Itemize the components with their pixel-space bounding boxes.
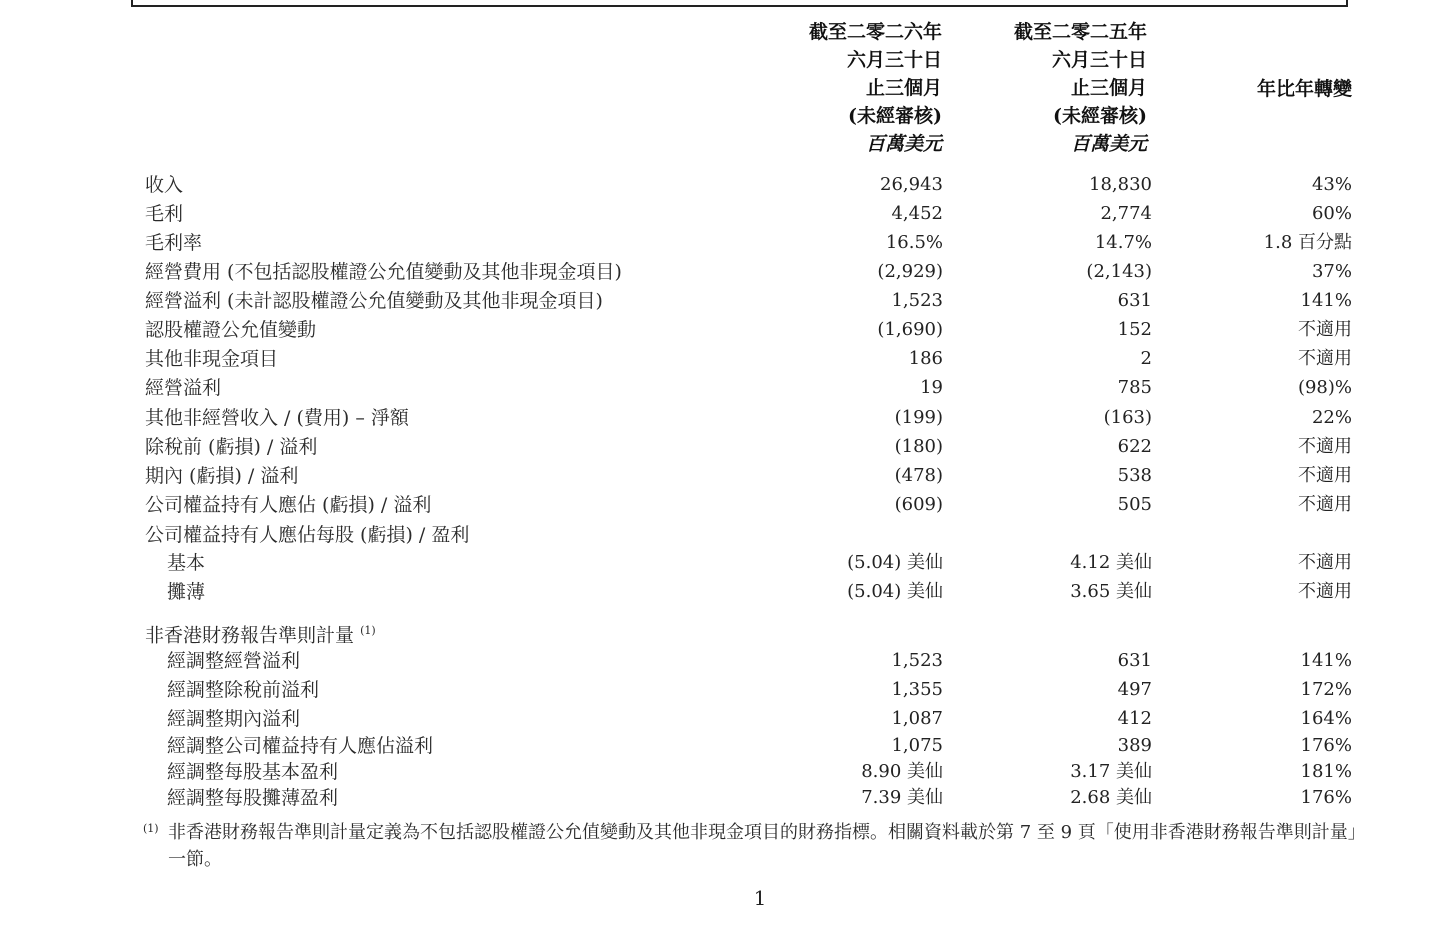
row-label: 經調整公司權益持有人應佔溢利 bbox=[167, 735, 434, 757]
value-2026: 4,452 bbox=[891, 203, 943, 224]
column-header-line: 截至二零二五年 bbox=[1013, 21, 1147, 43]
column-header-line: 六月三十日 bbox=[1051, 49, 1147, 71]
footnote-marker: (1) bbox=[143, 822, 159, 835]
row-label: 經營溢利 bbox=[145, 377, 222, 399]
table-row bbox=[0, 287, 1440, 315]
value-2026: 16.5% bbox=[885, 232, 943, 253]
value-2026: (1,690) bbox=[877, 319, 943, 340]
value-yoy: (98)% bbox=[1297, 377, 1352, 398]
value-2026: 1,355 bbox=[891, 679, 943, 700]
table-row bbox=[0, 491, 1440, 519]
footnote-ref: (1) bbox=[360, 624, 376, 637]
row-label: 毛利率 bbox=[145, 232, 203, 254]
table-row bbox=[0, 433, 1440, 461]
column-header-line: 六月三十日 bbox=[846, 49, 942, 71]
value-yoy: 176% bbox=[1300, 787, 1352, 808]
value-2025: (163) bbox=[1103, 407, 1152, 428]
value-2026: (180) bbox=[894, 436, 943, 457]
value-2025: 622 bbox=[1117, 436, 1152, 457]
table-row bbox=[0, 758, 1440, 786]
row-label: 毛利 bbox=[145, 203, 184, 225]
table-row bbox=[0, 374, 1440, 402]
row-label: 經調整每股攤薄盈利 bbox=[167, 787, 339, 809]
table-row bbox=[0, 345, 1440, 373]
value-yoy: 181% bbox=[1300, 761, 1352, 782]
value-2026: (478) bbox=[894, 465, 943, 486]
row-label: 攤薄 bbox=[167, 581, 206, 603]
table-row bbox=[0, 521, 1440, 549]
value-2025: 785 bbox=[1117, 377, 1152, 398]
value-2026: 1,523 bbox=[891, 290, 943, 311]
column-header-line: 止三個月 bbox=[1070, 77, 1147, 99]
column-header-unit: 百萬美元 bbox=[865, 133, 942, 155]
value-2025: 18,830 bbox=[1089, 174, 1152, 195]
table-row bbox=[0, 316, 1440, 344]
footnote bbox=[143, 819, 1358, 873]
row-label: 經調整經營溢利 bbox=[167, 650, 301, 672]
column-header-2025 bbox=[925, 18, 1147, 158]
value-2025: 2 bbox=[1140, 348, 1152, 369]
row-label: 經調整每股基本盈利 bbox=[167, 761, 339, 783]
value-2025: 152 bbox=[1117, 319, 1152, 340]
value-yoy: 不適用 bbox=[1298, 494, 1352, 515]
value-yoy: 不適用 bbox=[1298, 436, 1352, 457]
value-2025: 538 bbox=[1117, 465, 1152, 486]
value-2025: 505 bbox=[1117, 494, 1152, 515]
value-2026: 26,943 bbox=[880, 174, 943, 195]
value-2025: 14.7% bbox=[1094, 232, 1152, 253]
value-yoy: 不適用 bbox=[1298, 348, 1352, 369]
value-2025: 497 bbox=[1117, 679, 1152, 700]
column-header-line: (未經審核) bbox=[1053, 105, 1147, 127]
row-label: 經營費用 (不包括認股權證公允值變動及其他非現金項目) bbox=[145, 261, 622, 283]
column-header-line: 止三個月 bbox=[865, 77, 942, 99]
value-2026: 19 bbox=[920, 377, 943, 398]
value-yoy: 164% bbox=[1300, 708, 1352, 729]
table-row-section-heading bbox=[0, 617, 1440, 645]
section-heading-text: 非香港財務報告準則計量 bbox=[145, 624, 355, 647]
value-2026: 8.90 美仙 bbox=[861, 761, 943, 782]
row-label: 收入 bbox=[145, 174, 184, 196]
value-2025: (2,143) bbox=[1086, 261, 1152, 282]
table-row bbox=[0, 200, 1440, 228]
table-row bbox=[0, 705, 1440, 733]
value-yoy: 60% bbox=[1311, 203, 1352, 224]
value-2025: 4.12 美仙 bbox=[1070, 552, 1152, 573]
table-row bbox=[0, 784, 1440, 812]
row-label: 基本 bbox=[167, 552, 206, 574]
row-label: 公司權益持有人應佔每股 (虧損) / 盈利 bbox=[145, 524, 470, 546]
row-label: 其他非經營收入 / (費用) – 淨額 bbox=[145, 407, 409, 429]
value-yoy: 43% bbox=[1311, 174, 1352, 195]
value-2026: 186 bbox=[908, 348, 943, 369]
value-yoy: 不適用 bbox=[1298, 552, 1352, 573]
value-2025: 389 bbox=[1117, 735, 1152, 756]
value-yoy: 37% bbox=[1311, 261, 1352, 282]
row-label: 除稅前 (虧損) / 溢利 bbox=[145, 436, 318, 458]
column-header-line: (未經審核) bbox=[848, 105, 942, 127]
row-label bbox=[145, 617, 376, 649]
value-2026: 1,087 bbox=[891, 708, 943, 729]
value-yoy: 141% bbox=[1300, 650, 1352, 671]
value-2025: 2.68 美仙 bbox=[1070, 787, 1152, 808]
row-label: 公司權益持有人應佔 (虧損) / 溢利 bbox=[145, 494, 432, 516]
column-header-line: 年比年轉變 bbox=[1256, 78, 1352, 100]
row-label: 期內 (虧損) / 溢利 bbox=[145, 465, 299, 487]
value-2026: 1,075 bbox=[891, 735, 943, 756]
value-yoy: 176% bbox=[1300, 735, 1352, 756]
table-row bbox=[0, 229, 1440, 257]
value-2026: (609) bbox=[894, 494, 943, 515]
value-2025: 2,774 bbox=[1100, 203, 1152, 224]
value-2026: 7.39 美仙 bbox=[861, 787, 943, 808]
table-row bbox=[0, 258, 1440, 286]
table-row bbox=[0, 171, 1440, 199]
row-label: 經營溢利 (未計認股權證公允值變動及其他非現金項目) bbox=[145, 290, 603, 312]
value-yoy: 141% bbox=[1300, 290, 1352, 311]
table-row bbox=[0, 549, 1440, 577]
column-header-line: 截至二零二六年 bbox=[808, 21, 942, 43]
top-border-box bbox=[131, 0, 1348, 7]
value-2026: (5.04) 美仙 bbox=[847, 581, 943, 602]
value-2025: 631 bbox=[1117, 650, 1152, 671]
column-header-yoy bbox=[1180, 75, 1352, 103]
footnote-text: 非香港財務報告準則計量定義為不包括認股權證公允值變動及其他非現金項目的財務指標。相關資料載於第 7 至 9 頁「使用非香港財務報告準則計量」一節。 bbox=[168, 822, 1357, 870]
table-row bbox=[0, 732, 1440, 760]
value-yoy: 1.8 百分點 bbox=[1263, 232, 1352, 253]
value-2025: 412 bbox=[1117, 708, 1152, 729]
value-2026: (2,929) bbox=[877, 261, 943, 282]
column-header-2026 bbox=[720, 18, 942, 158]
column-header-unit: 百萬美元 bbox=[1070, 133, 1147, 155]
row-label: 認股權證公允值變動 bbox=[145, 319, 317, 341]
table-row bbox=[0, 647, 1440, 675]
table-row bbox=[0, 676, 1440, 704]
value-2026: 1,523 bbox=[891, 650, 943, 671]
value-2025: 3.65 美仙 bbox=[1070, 581, 1152, 602]
value-2025: 631 bbox=[1117, 290, 1152, 311]
value-2026: (199) bbox=[894, 407, 943, 428]
table-row bbox=[0, 404, 1440, 432]
value-yoy: 不適用 bbox=[1298, 581, 1352, 602]
value-2026: (5.04) 美仙 bbox=[847, 552, 943, 573]
row-label: 經調整期內溢利 bbox=[167, 708, 301, 730]
table-row bbox=[0, 578, 1440, 606]
value-yoy: 不適用 bbox=[1298, 319, 1352, 340]
table-row bbox=[0, 462, 1440, 490]
value-yoy: 22% bbox=[1311, 407, 1352, 428]
row-label: 經調整除稅前溢利 bbox=[167, 679, 320, 701]
value-yoy: 172% bbox=[1300, 679, 1352, 700]
value-2025: 3.17 美仙 bbox=[1070, 761, 1152, 782]
value-yoy: 不適用 bbox=[1298, 465, 1352, 486]
row-label: 其他非現金項目 bbox=[145, 348, 279, 370]
page-number: 1 bbox=[753, 886, 767, 910]
